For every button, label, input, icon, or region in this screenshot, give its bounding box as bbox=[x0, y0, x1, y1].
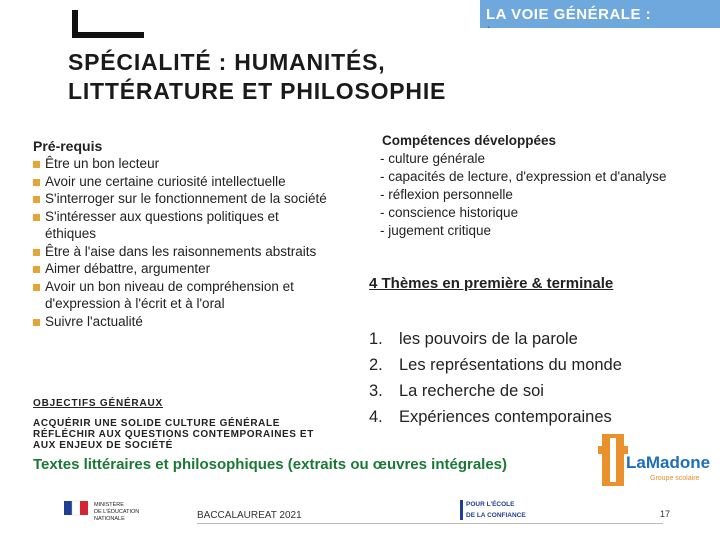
competence-item: - culture générale bbox=[380, 151, 486, 166]
list-item: Avoir un bon niveau de compréhension et d'expression à l'écrit et à l'oral bbox=[33, 278, 333, 313]
page-number: 17 bbox=[660, 509, 671, 519]
competence-item: - capacités de lecture, d'expression et d'analyse bbox=[380, 169, 667, 184]
theme-item bbox=[369, 378, 669, 404]
theme-label: La recherche de soi bbox=[399, 382, 544, 400]
footer-label: BACCALAUREAT 2021 bbox=[197, 510, 302, 521]
list-item: S'intéresser aux questions politiques et éthiques bbox=[33, 208, 333, 243]
bottom-statement: Textes littéraires et philosophiques (extraits ou œuvres intégrales) bbox=[33, 456, 508, 473]
objectifs-line-3: AUX ENJEUX DE SOCIÉTÉ bbox=[33, 440, 173, 451]
list-item: Aimer débattre, argumenter bbox=[33, 260, 333, 278]
logo-madone-sub: Groupe scolaire bbox=[650, 475, 700, 482]
theme-item bbox=[369, 404, 669, 430]
list-item: Être un bon lecteur bbox=[33, 155, 333, 173]
theme-number: 1. bbox=[369, 330, 383, 348]
theme-label: Les représentations du monde bbox=[399, 356, 622, 374]
theme-number: 4. bbox=[369, 408, 383, 426]
theme-label: Expériences contemporaines bbox=[399, 408, 612, 426]
competences-heading: Compétences développées bbox=[382, 133, 557, 148]
theme-item bbox=[369, 326, 669, 352]
la-madone-logo bbox=[598, 428, 716, 490]
competence-item: - jugement critique bbox=[380, 223, 492, 238]
prerequis-list bbox=[33, 155, 333, 330]
header-tick: ` bbox=[487, 26, 491, 37]
corner-mark-horizontal bbox=[72, 32, 144, 38]
ecole-confiance-logo bbox=[460, 497, 560, 523]
list-item: Suivre l'actualité bbox=[33, 313, 333, 331]
competence-item: - réflexion personnelle bbox=[380, 187, 513, 202]
objectifs-line-1: ACQUÉRIR UNE SOLIDE CULTURE GÉNÉRALE bbox=[33, 418, 280, 429]
objectifs-text bbox=[33, 418, 363, 451]
themes-heading: 4 Thèmes en première & terminale bbox=[369, 275, 614, 292]
ministry-line-2: DE L'ÉDUCATION bbox=[94, 509, 140, 515]
prerequis-heading: Pré-requis bbox=[33, 138, 103, 154]
ecole-line-1: POUR L'ÉCOLE bbox=[466, 501, 515, 508]
objectifs-heading: OBJECTIFS GÉNÉRAUX bbox=[33, 398, 163, 409]
header-banner-text: LA VOIE GÉNÉRALE : bbox=[486, 6, 652, 23]
list-item: S'interroger sur le fonctionnement de la société bbox=[33, 190, 333, 208]
ecole-line-2: DE LA CONFIANCE bbox=[466, 512, 526, 519]
title-line-1: SPÉCIALITÉ : HUMANITÉS, bbox=[68, 49, 386, 75]
page-title bbox=[68, 48, 628, 106]
theme-label: les pouvoirs de la parole bbox=[399, 330, 578, 348]
competence-item: - conscience historique bbox=[380, 205, 519, 220]
theme-item bbox=[369, 352, 669, 378]
objectifs-line-2: RÉFLÉCHIR AUX QUESTIONS CONTEMPORAINES ET bbox=[33, 429, 314, 440]
ministry-line-1: MINISTÈRE bbox=[94, 502, 124, 508]
theme-number: 2. bbox=[369, 356, 383, 374]
list-item: Être à l'aise dans les raisonnements abstraits bbox=[33, 243, 333, 261]
competences-block bbox=[380, 132, 680, 240]
logo-white-cross-v bbox=[610, 438, 616, 482]
ministry-line-3: NATIONALE bbox=[94, 516, 125, 522]
theme-number: 3. bbox=[369, 382, 383, 400]
ministry-logo bbox=[64, 497, 164, 527]
list-item: Avoir une certaine curiosité intellectuelle bbox=[33, 173, 333, 191]
footer-divider bbox=[197, 523, 663, 524]
themes-list bbox=[369, 326, 669, 430]
title-line-2: LITTÉRATURE ET PHILOSOPHIE bbox=[68, 78, 447, 104]
logo-madone-name: LaMadone bbox=[626, 453, 711, 472]
